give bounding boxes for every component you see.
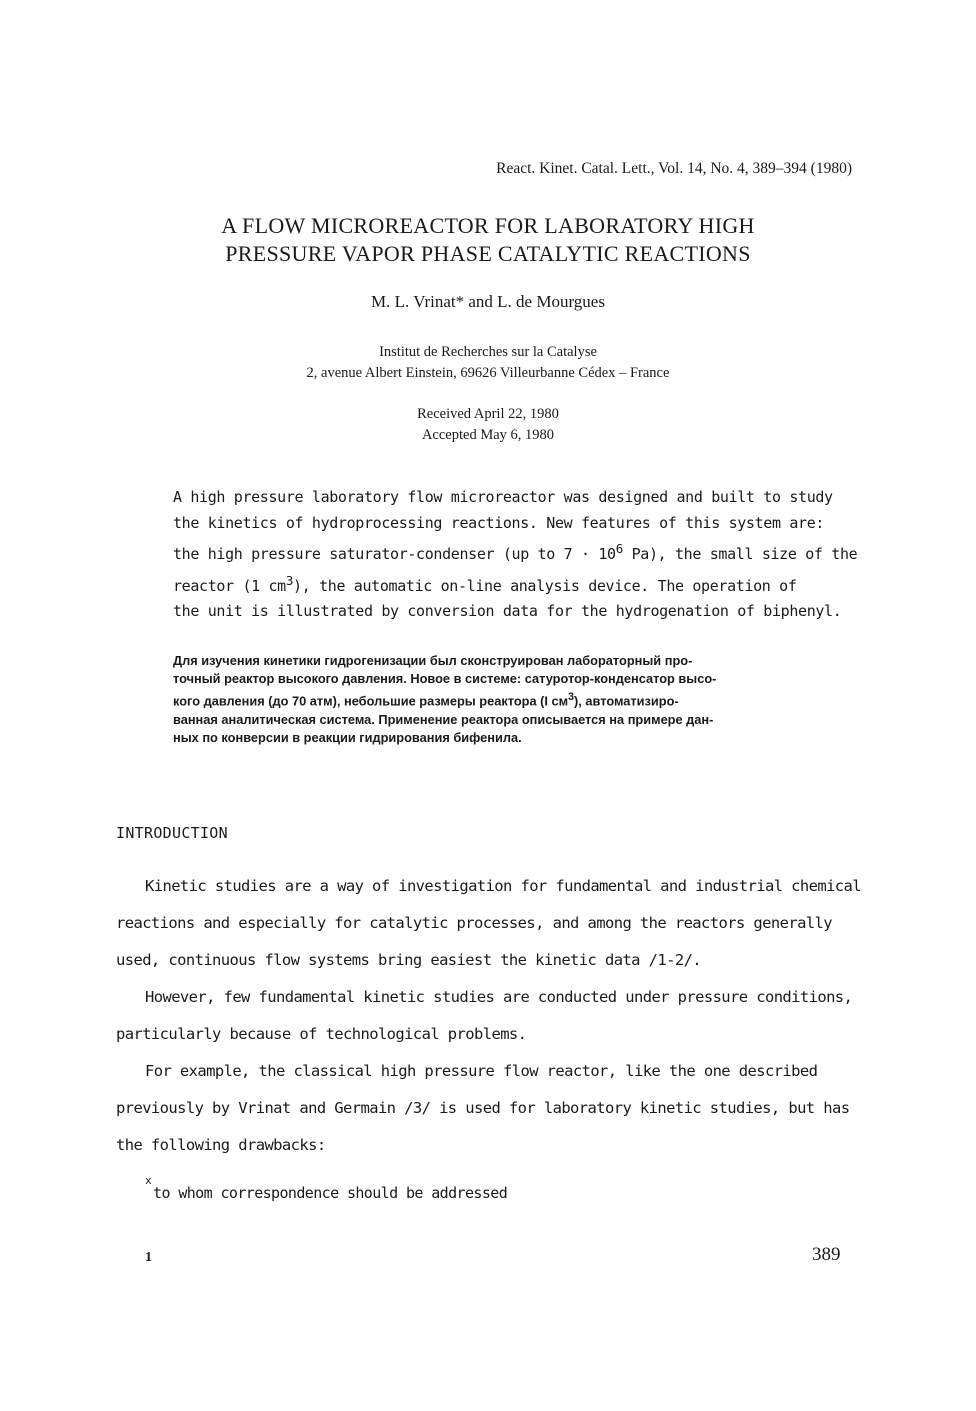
abstract-ru-text: кого давления (до 70 атм), небольшие размеры реактора (I см — [173, 693, 569, 709]
affiliation — [0, 342, 976, 384]
publication-dates — [0, 404, 976, 446]
body-line: the following drawbacks: — [116, 1136, 326, 1154]
body-line: used, continuous flow systems bring easiest the kinetic data /1-2/. — [116, 951, 702, 969]
body-line: reactions and especially for catalytic processes, and among the reactors generally — [116, 914, 833, 932]
title-line-2: PRESSURE VAPOR PHASE CATALYTIC REACTIONS — [225, 241, 751, 266]
authors: M. L. Vrinat* and L. de Mourgues — [371, 292, 605, 311]
abstract-line: A high pressure laboratory flow microreactor was designed and built to study — [173, 488, 833, 506]
body-line: For example, the classical high pressure flow reactor, like the one described — [145, 1062, 818, 1080]
body-line: previously by Vrinat and Germain /3/ is used for laboratory kinetic studies, but has — [116, 1099, 850, 1117]
abstract-ru-line: ванная аналитическая система. Применение реактора описывается на примере дан- — [173, 711, 714, 727]
affiliation-line-2: 2, avenue Albert Einstein, 69626 Villeurbanne Cédex – France — [306, 365, 670, 381]
affiliation-line-1: Institut de Recherches sur la Catalyse — [379, 344, 597, 360]
abstract-ru-line — [173, 688, 853, 710]
title-line-1: A FLOW MICROREACTOR FOR LABORATORY HIGH — [221, 213, 755, 238]
exponent: 6 — [615, 541, 623, 556]
body-text — [116, 872, 866, 1168]
abstract-text: reactor (1 cm — [173, 576, 286, 595]
footnote-mark: x — [145, 1174, 152, 1187]
page-number: 389 — [812, 1244, 841, 1265]
abstract-ru-line: точный реактор высокого давления. Новое в системе: сатуротор-конденсатор высо- — [173, 671, 717, 687]
exponent: 3 — [568, 691, 575, 704]
abstract-russian — [173, 652, 853, 747]
abstract-text: Pa), the small size of the — [622, 545, 858, 563]
abstract-line — [173, 568, 853, 600]
received-date: Received April 22, 1980 — [417, 406, 559, 422]
page-mark: 1 — [145, 1250, 152, 1265]
footnote — [145, 1174, 508, 1202]
abstract-ru-text: ), автоматизиро- — [574, 693, 679, 709]
abstract-line — [173, 536, 858, 568]
abstract-line: the unit is illustrated by conversion data for the hydrogenation of biphenyl. — [173, 602, 842, 620]
exponent: 3 — [285, 572, 294, 588]
paper-title — [0, 212, 976, 268]
abstract-ru-line: ных по конверсии в реакции гидрирования бифенила. — [173, 730, 522, 746]
accepted-date: Accepted May 6, 1980 — [421, 427, 555, 443]
journal-citation: React. Kinet. Catal. Lett., Vol. 14, No. 4, 389–394 (1980) — [496, 160, 852, 177]
body-line: However, few fundamental kinetic studies are conducted under pressure conditions, — [145, 988, 853, 1006]
abstract-ru-line: Для изучения кинетики гидрогенизации был сконструирован лабораторный про- — [173, 653, 693, 668]
abstract-text: the high pressure saturator-condenser (up to 7 · 10 — [173, 545, 616, 563]
body-line: Kinetic studies are a way of investigation for fundamental and industrial chemical — [145, 877, 862, 895]
abstract-text: ), the automatic on-line analysis device. The operation of — [293, 576, 797, 595]
abstract-line: the kinetics of hydroprocessing reactions. New features of this system are: — [173, 513, 825, 532]
footnote-text: to whom correspondence should be addressed — [153, 1184, 508, 1202]
body-line: particularly because of technological problems. — [116, 1025, 527, 1043]
abstract-english — [173, 485, 858, 625]
section-heading: INTRODUCTION — [116, 824, 228, 842]
